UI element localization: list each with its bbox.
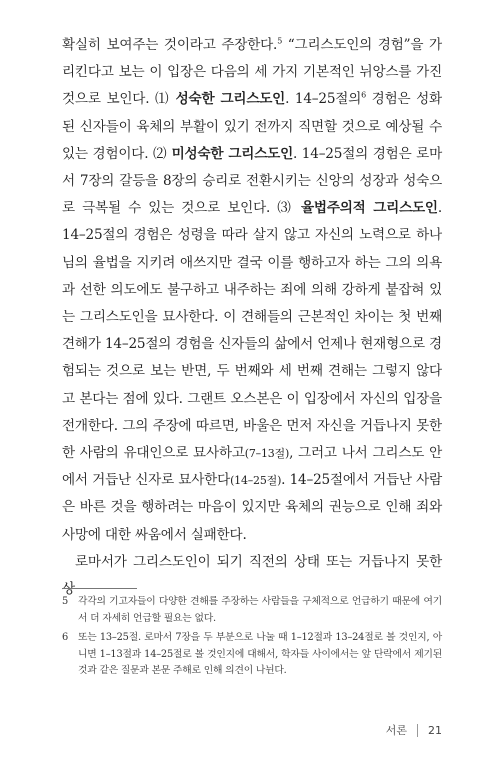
- footnote-number: 6: [62, 632, 69, 643]
- footnote-5: [62, 594, 442, 627]
- body-paragraph-1: 확실히 보여주는 것이라고 주장한다.$^5$ “그리스도인의 경험”을 가리킨다고 보는 이 입장은 다음의 세 가지 기본적인 뉘앙스를 가진 것으로 보인다. ⑴ 성숙한 그리스도인. 14–25절의$^6$ 경험은 성화된 신자들이 육체의 부활이 있기 전까지 직면할 것으로 예상될 수 있는 경험이다. ⑵ 미성숙한 그리스도인. 14–25절의 경험은 로마서 7장의 갈등을 8장의 승리로 전환시키는 신앙의 성장과 성숙으로 극복될 수 있는 것으로 보인다. ⑶ 율법주의적 그리스도인. 14–25절의 경험은 성령을 따라 살지 않고 자신의 노력으로 하나님의 율법을 지키려 애쓰지만 결국 이를 행하고자 하는 그의 의욕과 선한 의도에도 불구하고 내주하는 죄에 의해 강하게 붙잡혀 있는 그리스도인을 묘사한다. 이 견해들의 근본적인 차이는 첫 번째 견해가 14–25절의 경험을 신자들의 삶에서 언제나 현재형으로 경험되는 것으로 보는 반면, 두 번째와 세 번째 견해는 그렇지 않다고 본다는 점에 있다. 그랜트 오스본은 이 입장에서 자신의 입장을 전개한다. 그의 주장에 따르면, 바울은 먼저 자신을 거듭나지 못한 한 사람의 유대인으로 묘사하고(7–13절), 그러고 나서 그리스도 안에서 거듭난 신자로 묘사한다(14–25절). 14–25절에서 거듭난 사람은 바른 것을 행하려는 마음이 있지만 육체의 권능으로 인해 죄와 사망에 대한 싸움에서 실패한다.: [62, 36, 443, 543]
- view-mature-christian: 성숙한 그리스도인: [175, 91, 286, 108]
- page-footer: [386, 722, 442, 738]
- body-text: [62, 32, 442, 603]
- view-legalistic-christian: 율법주의적 그리스도인: [300, 200, 438, 217]
- footer-separator: [417, 724, 418, 737]
- view-immature-christian: 미성숙한 그리스도인: [171, 145, 294, 162]
- footnote-6: [62, 630, 442, 680]
- footnote-ref-5: 5: [277, 36, 283, 46]
- footnote-divider: [62, 588, 137, 589]
- page-number: 21: [428, 723, 442, 737]
- footnote-text: 각각의 기고자들이 다양한 견해를 주장하는 사람들을 구체적으로 언급하기 때문에 여기서 더 자세히 언급할 필요는 없다.: [78, 596, 442, 624]
- footnotes: [62, 594, 442, 683]
- footnote-number: 5: [62, 596, 69, 607]
- footnote-ref-6: 6: [361, 90, 367, 100]
- footnote-text: 또는 13–25절. 로마서 7장을 두 부분으로 나눌 때 1–12절과 13–24절로 볼 것인지, 아니면 1–13절과 14–25절로 볼 것인지에 대해서, 학자들 사이에서는 앞 단락에서 제기된 것과 같은 질문과 본문 주해로 인해 의견이 나뉜다.: [78, 632, 442, 676]
- body-paragraph-2: 로마서가 그리스도인이 되기 직전의 상태 또는 거듭나지 못한 상: [62, 553, 442, 598]
- running-section-title: 서론: [385, 724, 407, 737]
